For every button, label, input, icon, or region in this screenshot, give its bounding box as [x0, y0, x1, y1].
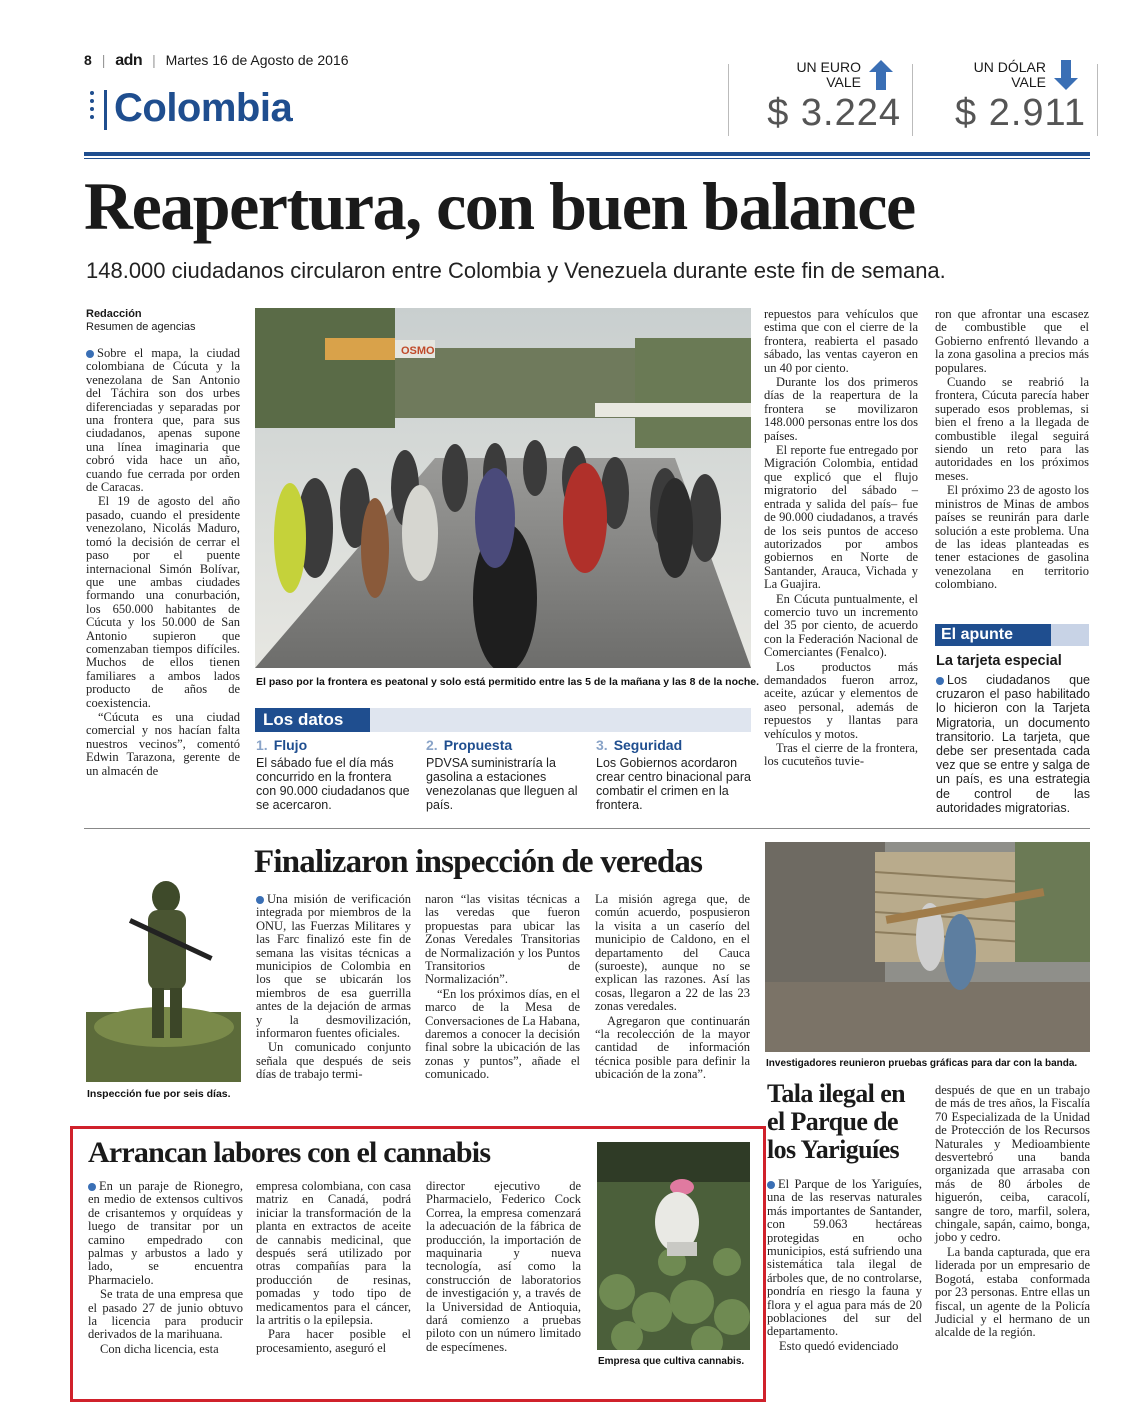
euro-value: $ 3.224	[767, 92, 901, 134]
el-apunte-heading: El apunte	[935, 624, 1057, 646]
dollar-label: UN DÓLAR	[973, 59, 1046, 75]
main-headline: Reapertura, con buen balance	[84, 168, 915, 244]
los-datos-heading: Los datos	[255, 708, 371, 732]
veredas-col1: Una misión de verificación integrada por miembros de la ONU, las Fuerzas Militares y las Farc finalizó este fin de semana las visitas técnicas a municipios de Colombia en los que se ubicarán los miembros de esa guerrilla antes de la dejación de armas y la desmovilización, informaron fuentes oficiales. Un comunicado conjunto señala que después de seis días de trabajo termi-	[256, 892, 411, 1082]
veredas-headline: Finalizaron inspección de veredas	[254, 844, 703, 880]
cannabis-photo-caption: Empresa que cultiva cannabis.	[598, 1356, 745, 1367]
veredas-col2: naron “las visitas técnicas a las veredas que fueron propuestas para ubicar las Zonas Veredales Transitorias de Normalización y los Puntos Transitorios de Normalización”. “En los próximos días, en el marco de la Mesa de Conversaciones de La Habana, daremos a conocer la decisión final sobre la ubicación de las zonas y puntos”, añade el comunicado.	[425, 892, 580, 1082]
main-story-col3: ron que afrontar una escasez de combustible que el Gobierno enfrentó llevando a la zona gasolina a precios más populares. Cuando se reabrió la frontera, Cúcuta parecía haber superado esos problemas, si bien el freno a la llegada de combustible ilegal seguirá siendo un reto para las autoridades en los próximos meses. El próximo 23 de agosto los ministros de Minas de ambos países se reunirán para darle solución a este problema. Una de las ideas planteadas es tener estaciones de gasolina venezolana en territorio colombiano.	[935, 307, 1089, 592]
dollar-value: $ 2.911	[955, 92, 1086, 134]
el-apunte-subtitle: La tarjeta especial	[936, 653, 1062, 669]
dollar-vale: VALE	[1011, 74, 1046, 90]
page-number: 8	[84, 52, 92, 68]
dato-title: Propuesta	[443, 737, 513, 753]
bullet-icon	[936, 677, 944, 685]
byline-source: Resumen de agencias	[86, 321, 196, 333]
soldier-photo-caption: Inspección fue por seis días.	[87, 1088, 231, 1100]
tala-col2: después de que en un trabajo de más de tres años, la Fiscalía 70 Especializada de la Unidad de Protección de los Recursos Naturales y Medioambiente desvertebró una banda organizada que arrasaba con más de 80 árboles de higuerón, ceiba, caracolí, sangre de toro, marfil, solera, chingale, sapán, caimo, bonga, jobo y cedro. La banda capturada, que era liderada por un empresario de Bogotá, estaba conformada por 23 personas. Entre ellas un fiscal, un agente de la Policía Judicial y el hermano de un alcalde de la región.	[935, 1083, 1090, 1340]
el-apunte-text: Los ciudadanos que cruzaron el paso habilitado lo hicieron con la Tarjeta Migratoria, un documento transitorio. La tarjeta, que debe ser presentada cada vez que se entre y salga de un país, es una estrategia de control de las autoridades migratorias.	[936, 673, 1090, 815]
bullet-icon	[256, 896, 264, 904]
cannabis-photo	[597, 1142, 750, 1350]
page-header: 8 | adn | Martes 16 de Agosto de 2016	[84, 52, 349, 69]
bullet-icon	[88, 1183, 96, 1191]
dato-propuesta: 2. Propuesta PDVSA suministraría la gasolina a estaciones venezolanas que lleguen al país.	[426, 737, 578, 812]
tala-col1: El Parque de los Yariguíes, una de las reservas naturales más importantes de Santander, con 59.063 hectáreas protegidas en ocho municipios, está sufriendo una sistemática tala ilegal de árboles que, de no controlarse, pondría en riesgo la fauna y flora y el agua para más de 20 poblaciones del sur del departamento. Esto quedó evidenciado	[767, 1177, 922, 1353]
store-sign: OSMO	[401, 345, 435, 357]
cannabis-col1: En un paraje de Rionegro, en medio de extensos cultivos de crisantemos y orquídeas y luego de transitar por un camino empedrado con palmas y arbustos a lado y lado, se encuentra Pharmacielo. Se trata de una empresa que el pasado 27 de junio obtuvo la licencia para producir derivados de la marihuana. Con dicha licencia, esta	[88, 1179, 243, 1356]
border-crossing-photo	[255, 308, 751, 668]
byline-name: Redacción	[86, 308, 142, 320]
cannabis-col3: director ejecutivo de Pharmacielo, Federico Cock Correa, la empresa comenzará la adecuación de la fábrica de producción, la importación de maquinaria y nueva tecnología, así como la construcción de laboratorios de investigación y, a través de la Universidad de Antioquia, dará comienzo a pruebas piloto con un número limitado de especímenes.	[426, 1179, 581, 1354]
cannabis-col2: empresa colombiana, con casa matriz en Canadá, podrá iniciar la transformación de la planta en extractos de aceite de cannabis medicinal, que después será utilizado por otras compañías para la producción de resinas, pomadas y todo tipo de medicamentos para el cáncer, la artritis o la epilepsia. Para hacer posible el procesamiento, aseguró el	[256, 1179, 411, 1355]
section-marker	[86, 88, 100, 128]
euro-label: UN EURO	[796, 59, 861, 75]
main-story-col2: repuestos para vehículos que estima que con el cierre de la frontera, reabierta el pasado sábado, las ventas cayeron en un 40 por ciento. Durante los dos primeros días de la reapertura de la frontera se movilizaron 148.000 personas entre los dos países. El reporte fue entregado por Migración Colombia, entidad que explicó que el flujo migratorio del sábado –entrada y salida del país– fue de 90.000 ciudadanos, a través de los seis puntos de acceso autorizados por ambos gobiernos en Norte de Santander, Arauca, Vichada y La Guajira. En Cúcuta puntualmente, el comercio tuvo un incremento del 35 por ciento, de acuerdo con la Federación Nacional de Comerciantes (Fenalco). Los productos más demandados fueron arroz, aceite, azúcar y elementos de aseo personal, además de repuestos y llantas para vehículos y motos. Tras el cierre de la frontera, los cucuteños tuvie-	[764, 307, 918, 769]
lumber-photo	[765, 842, 1090, 1052]
brand-logo: adn	[115, 52, 143, 69]
byline	[86, 308, 195, 334]
dato-seguridad: 3. Seguridad Los Gobiernos acordaron crear centro binacional para combatir el crimen en la frontera.	[596, 737, 751, 812]
dato-title: Flujo	[273, 737, 308, 753]
arrow-down-icon	[1054, 60, 1078, 90]
veredas-col3: La misión agrega que, de común acuerdo, pospusieron la visita a un caserío del municipio de Caldono, en el departamento del Cauca (suroeste), aunque no se explican las razones. Así las cosas, llegaron a 22 de las 23 zonas veredales. Agregaron que continuarán “la recolección de la mayor cantidad de información técnica posible para definir la ubicación de la zona”.	[595, 892, 750, 1082]
bullet-icon	[86, 350, 94, 358]
cannabis-headline: Arrancan labores con el cannabis	[88, 1136, 491, 1169]
main-story-col1: Sobre el mapa, la ciudad colombiana de Cúcuta y la venezolana de San Antonio del Táchira son dos urbes diferenciadas y separadas por una frontera que, para sus ciudadanos, apenas supone una línea imaginaria que cobró vida hace un año, cuando fue cerrada por orden de Caracas. El 19 de agosto del año pasado, cuando el presidente venezolano, Nicolás Maduro, tomó la decisión de cerrar el paso por el puente internacional Simón Bolívar, que une ambas ciudades formando una conurbación, los 650.000 habitantes de Cúcuta y los 50.000 de San Antonio supieron que comenzaban tiempos difíciles. Muchos de ellos tienen familiares a ambos lados producto de años de coexistencia. “Cúcuta es una ciudad comercial y nos hacían falta nuestros vecinos”, comentó Edwin Tarazona, gerente de un almacén de	[86, 346, 240, 778]
tala-headline: Tala ilegal en el Parque de los Yariguíes	[767, 1079, 905, 1164]
euro-rate	[740, 58, 905, 138]
issue-date: Martes 16 de Agosto de 2016	[165, 52, 349, 68]
bullet-icon	[767, 1181, 775, 1189]
border-photo-caption: El paso por la frontera es peatonal y solo está permitido entre las 5 de la mañana y las 8 de la noche.	[256, 676, 760, 688]
section-title: Colombia	[114, 86, 293, 130]
dato-title: Seguridad	[613, 737, 683, 753]
dato-flujo: 1. Flujo El sábado fue el día más concurrido en la frontera con 90.000 ciudadanos que se acercaron.	[256, 737, 410, 812]
lumber-photo-caption: Investigadores reunieron pruebas gráficas para dar con la banda.	[766, 1058, 1078, 1069]
main-subhead: 148.000 ciudadanos circularon entre Colombia y Venezuela durante este fin de semana.	[86, 258, 946, 283]
euro-vale: VALE	[826, 74, 861, 90]
arrow-up-icon	[869, 60, 893, 90]
soldier-photo	[86, 842, 241, 1082]
dollar-rate	[916, 58, 1086, 138]
